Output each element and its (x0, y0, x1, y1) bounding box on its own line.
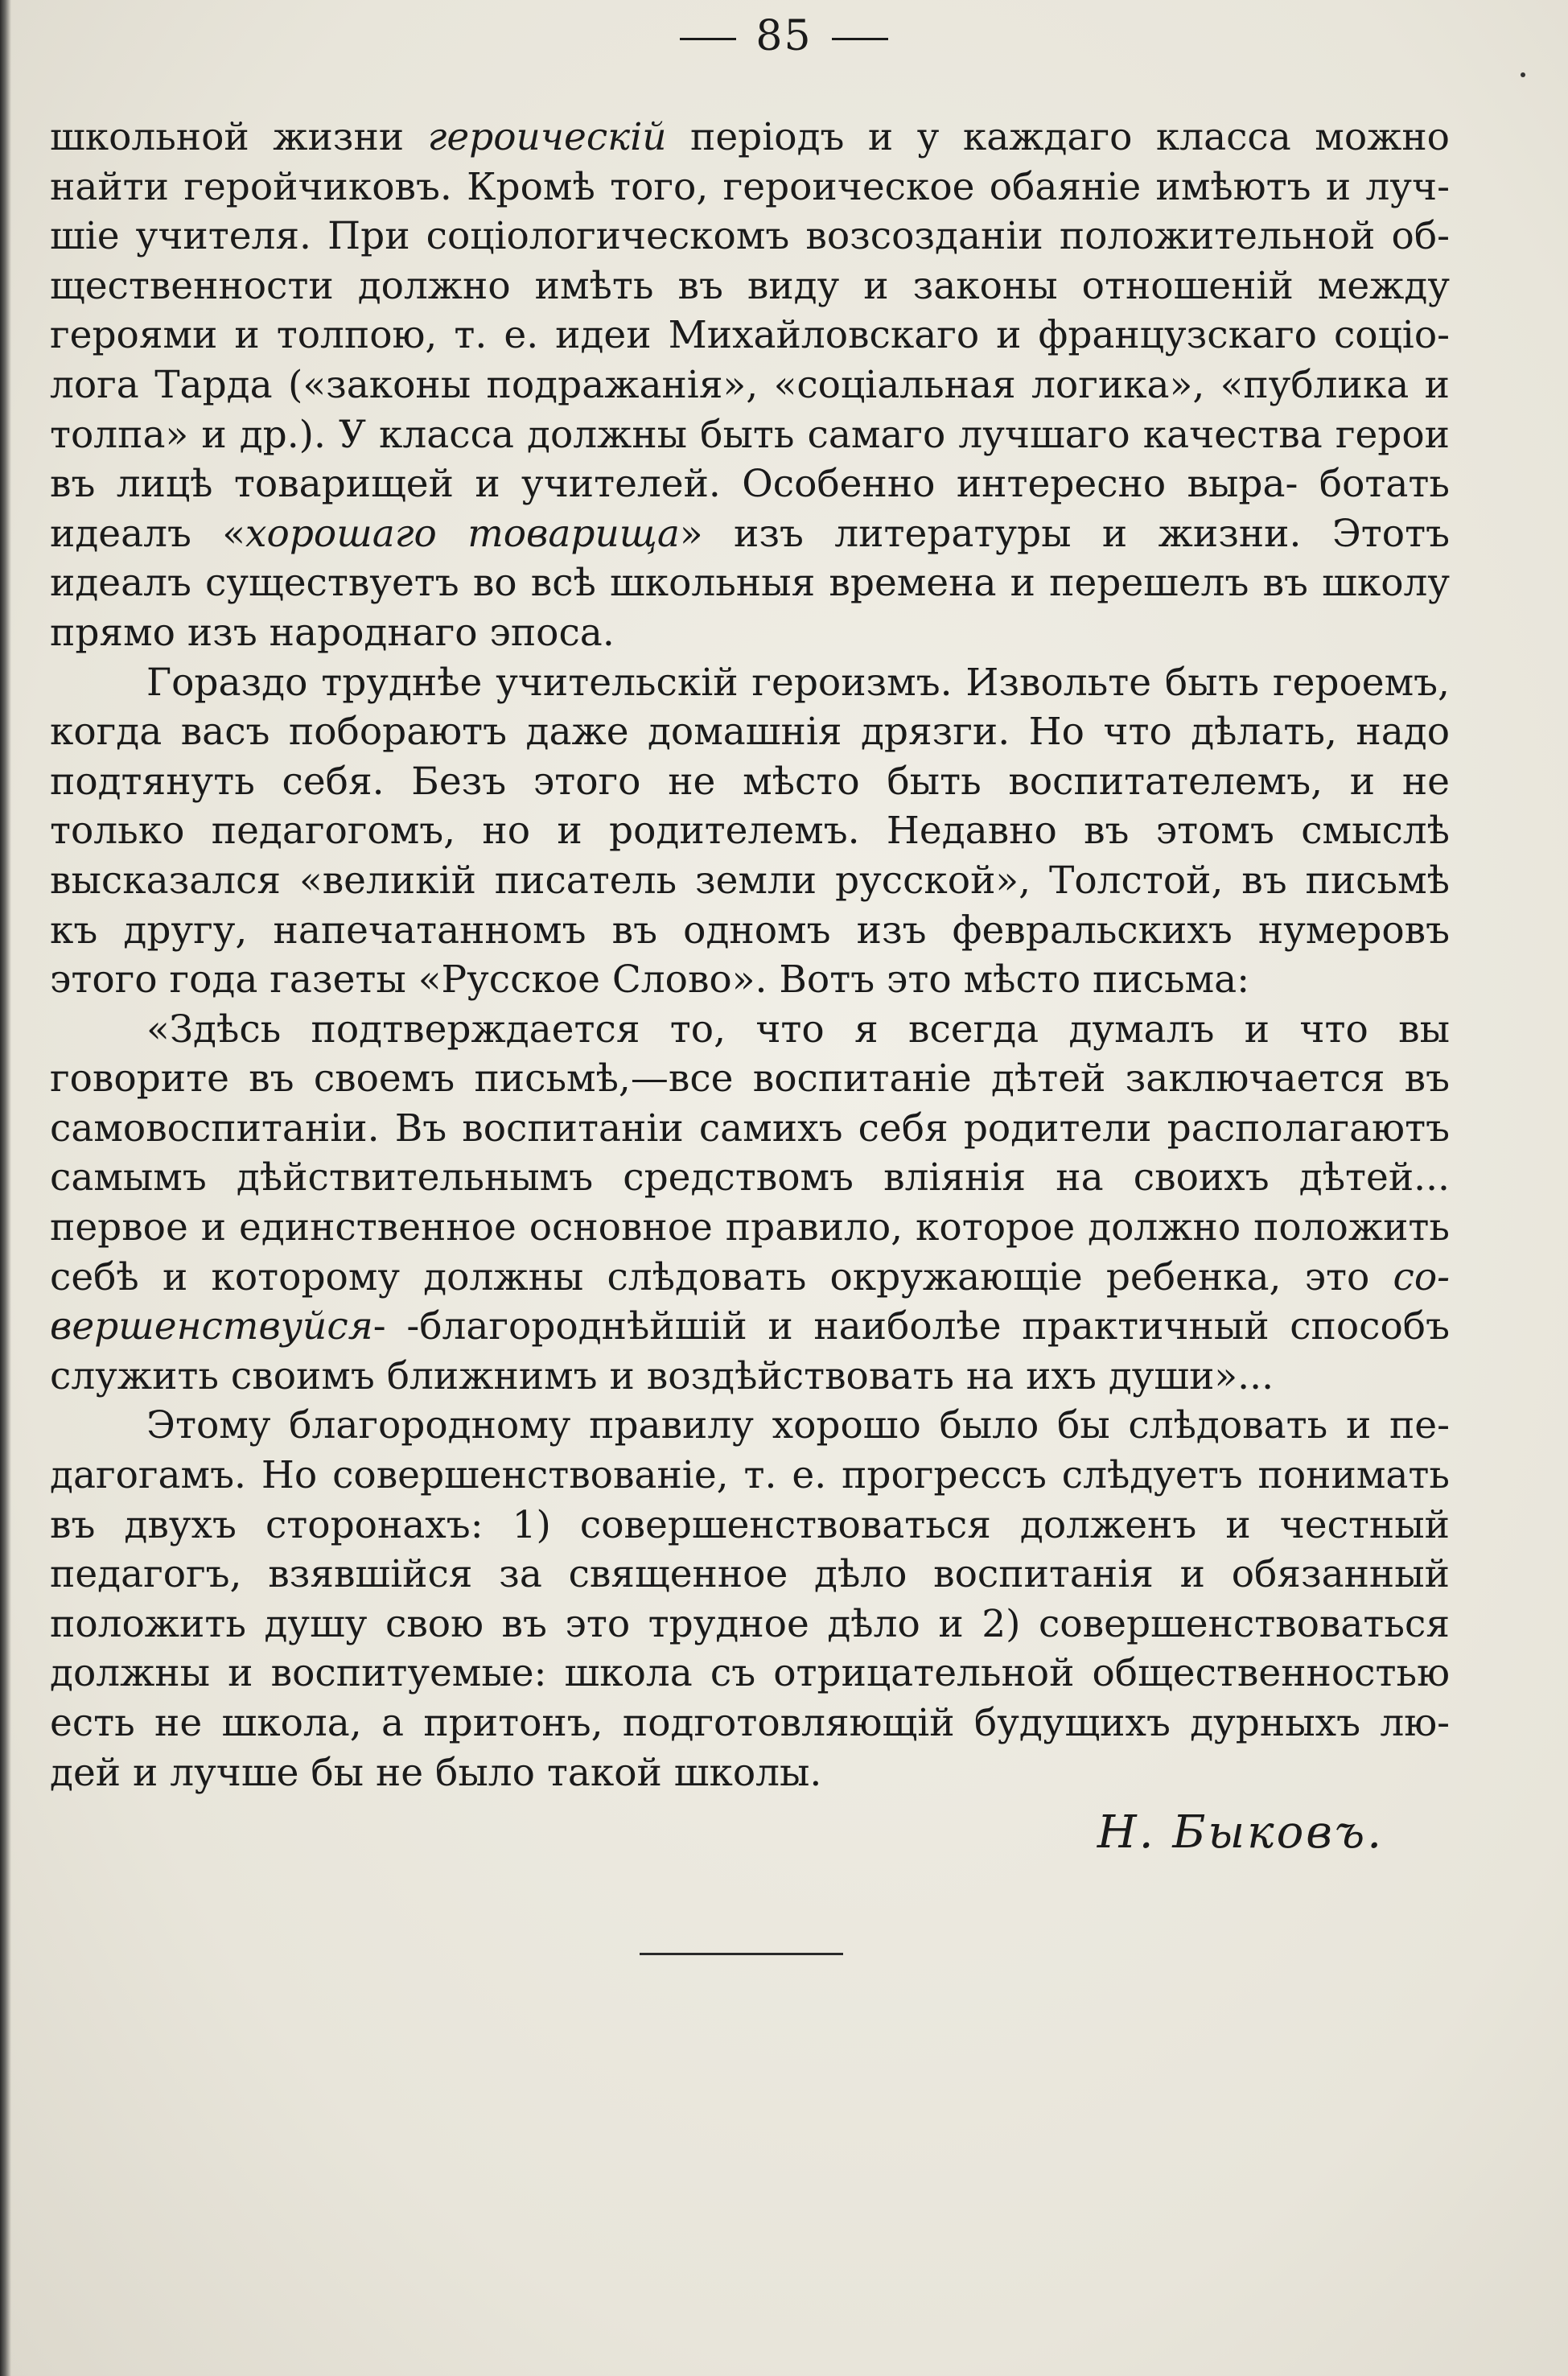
paragraph (50, 1005, 1450, 1402)
page-number-dash-left (680, 38, 736, 40)
text-run: » изъ литературы и жизни. Этотъ идеалъ существуетъ во всѣ школьныя времена и перешелъ въ школу прямо изъ народнаго эпоса. (50, 511, 1450, 655)
paragraph (50, 113, 1450, 658)
author-signature: Н. Быковъ. (1097, 1806, 1384, 1859)
italic-phrase: со- вершенствуйся (50, 1254, 1450, 1349)
page-number-dash-right (832, 38, 888, 40)
page-number (0, 0, 1568, 72)
text-run: «Здѣсь подтверждается то, что я всегда думалъ и что вы говорите въ своемъ письмѣ,—все воспитаніе дѣтей заключается въ самовоспитаніи. Въ воспитаніи самихъ себя родители располагаютъ самымъ дѣйствительнымъ средствомъ вліянія на своихъ дѣтей... первое и единственное основное правило, которое должно положить себѣ и которому должны слѣдовать окружающіе ребенка, это (50, 1007, 1450, 1299)
text-run: школьной жизни (50, 115, 428, 159)
binding-shadow (0, 0, 11, 2376)
text-run: періодъ и у каждаго класса можно найти геройчиковъ. Кромѣ того, героическое обаяніе имѣютъ и луч- шіе учителя. При соціологическомъ возсозданіи положительной об- щественности должно имѣть въ виду и законы отношеній между героями и толпою, т. е. идеи Михайловскаго и французскаго соціо- лога Тарда («законы подражанія», «соціальная логика», «публика и толпа» и др.). У класса должны быть самаго лучшаго качества герои въ лицѣ товарищей и учителей. Особенно интересно выра- ботать идеалъ « (50, 115, 1450, 556)
paragraph (50, 1401, 1450, 1797)
text-run: Этому благородному правилу хорошо было бы слѣдовать и пе- дагогамъ. Но совершенствованіе, т. е. прогрессъ слѣдуетъ понимать въ двухъ сторонахъ: 1) совершенствоваться долженъ и честный педагогъ, взявшійся за священное дѣло воспитанія и обязанный положить душу свою въ это трудное дѣло и 2) совершенствоваться должны и воспитуемые: школа съ отрицательной общественностью есть не школа, а притонъ, подготовляющій будущихъ дурныхъ лю- дей и лучше бы не было такой школы. (50, 1403, 1450, 1795)
text-run: - -благороднѣйшій и наиболѣе практичный способъ служить своимъ ближнимъ и воздѣйствовать на ихъ души»... (50, 1304, 1450, 1398)
body-text (50, 113, 1450, 1797)
end-rule (640, 1953, 843, 1955)
paragraph (50, 658, 1450, 1005)
page-number-value: 85 (755, 12, 813, 60)
text-run: Гораздо труднѣе учительскій героизмъ. Извольте быть героемъ, когда васъ побораютъ даже домашнія дрязги. Но что дѣлать, надо подтянуть себя. Безъ этого не мѣсто быть воспитателемъ, и не только педагогомъ, но и родителемъ. Недавно въ этомъ смыслѣ высказался «великій писатель земли русской», Толстой, въ письмѣ къ другу, напечатанномъ въ одномъ изъ февральскихъ нумеровъ этого года газеты «Русское Слово». Вотъ это мѣсто письма: (50, 660, 1450, 1003)
italic-phrase: хорошаго товарища (245, 511, 680, 556)
ink-speck (1521, 72, 1525, 77)
italic-phrase: героическій (427, 115, 667, 159)
